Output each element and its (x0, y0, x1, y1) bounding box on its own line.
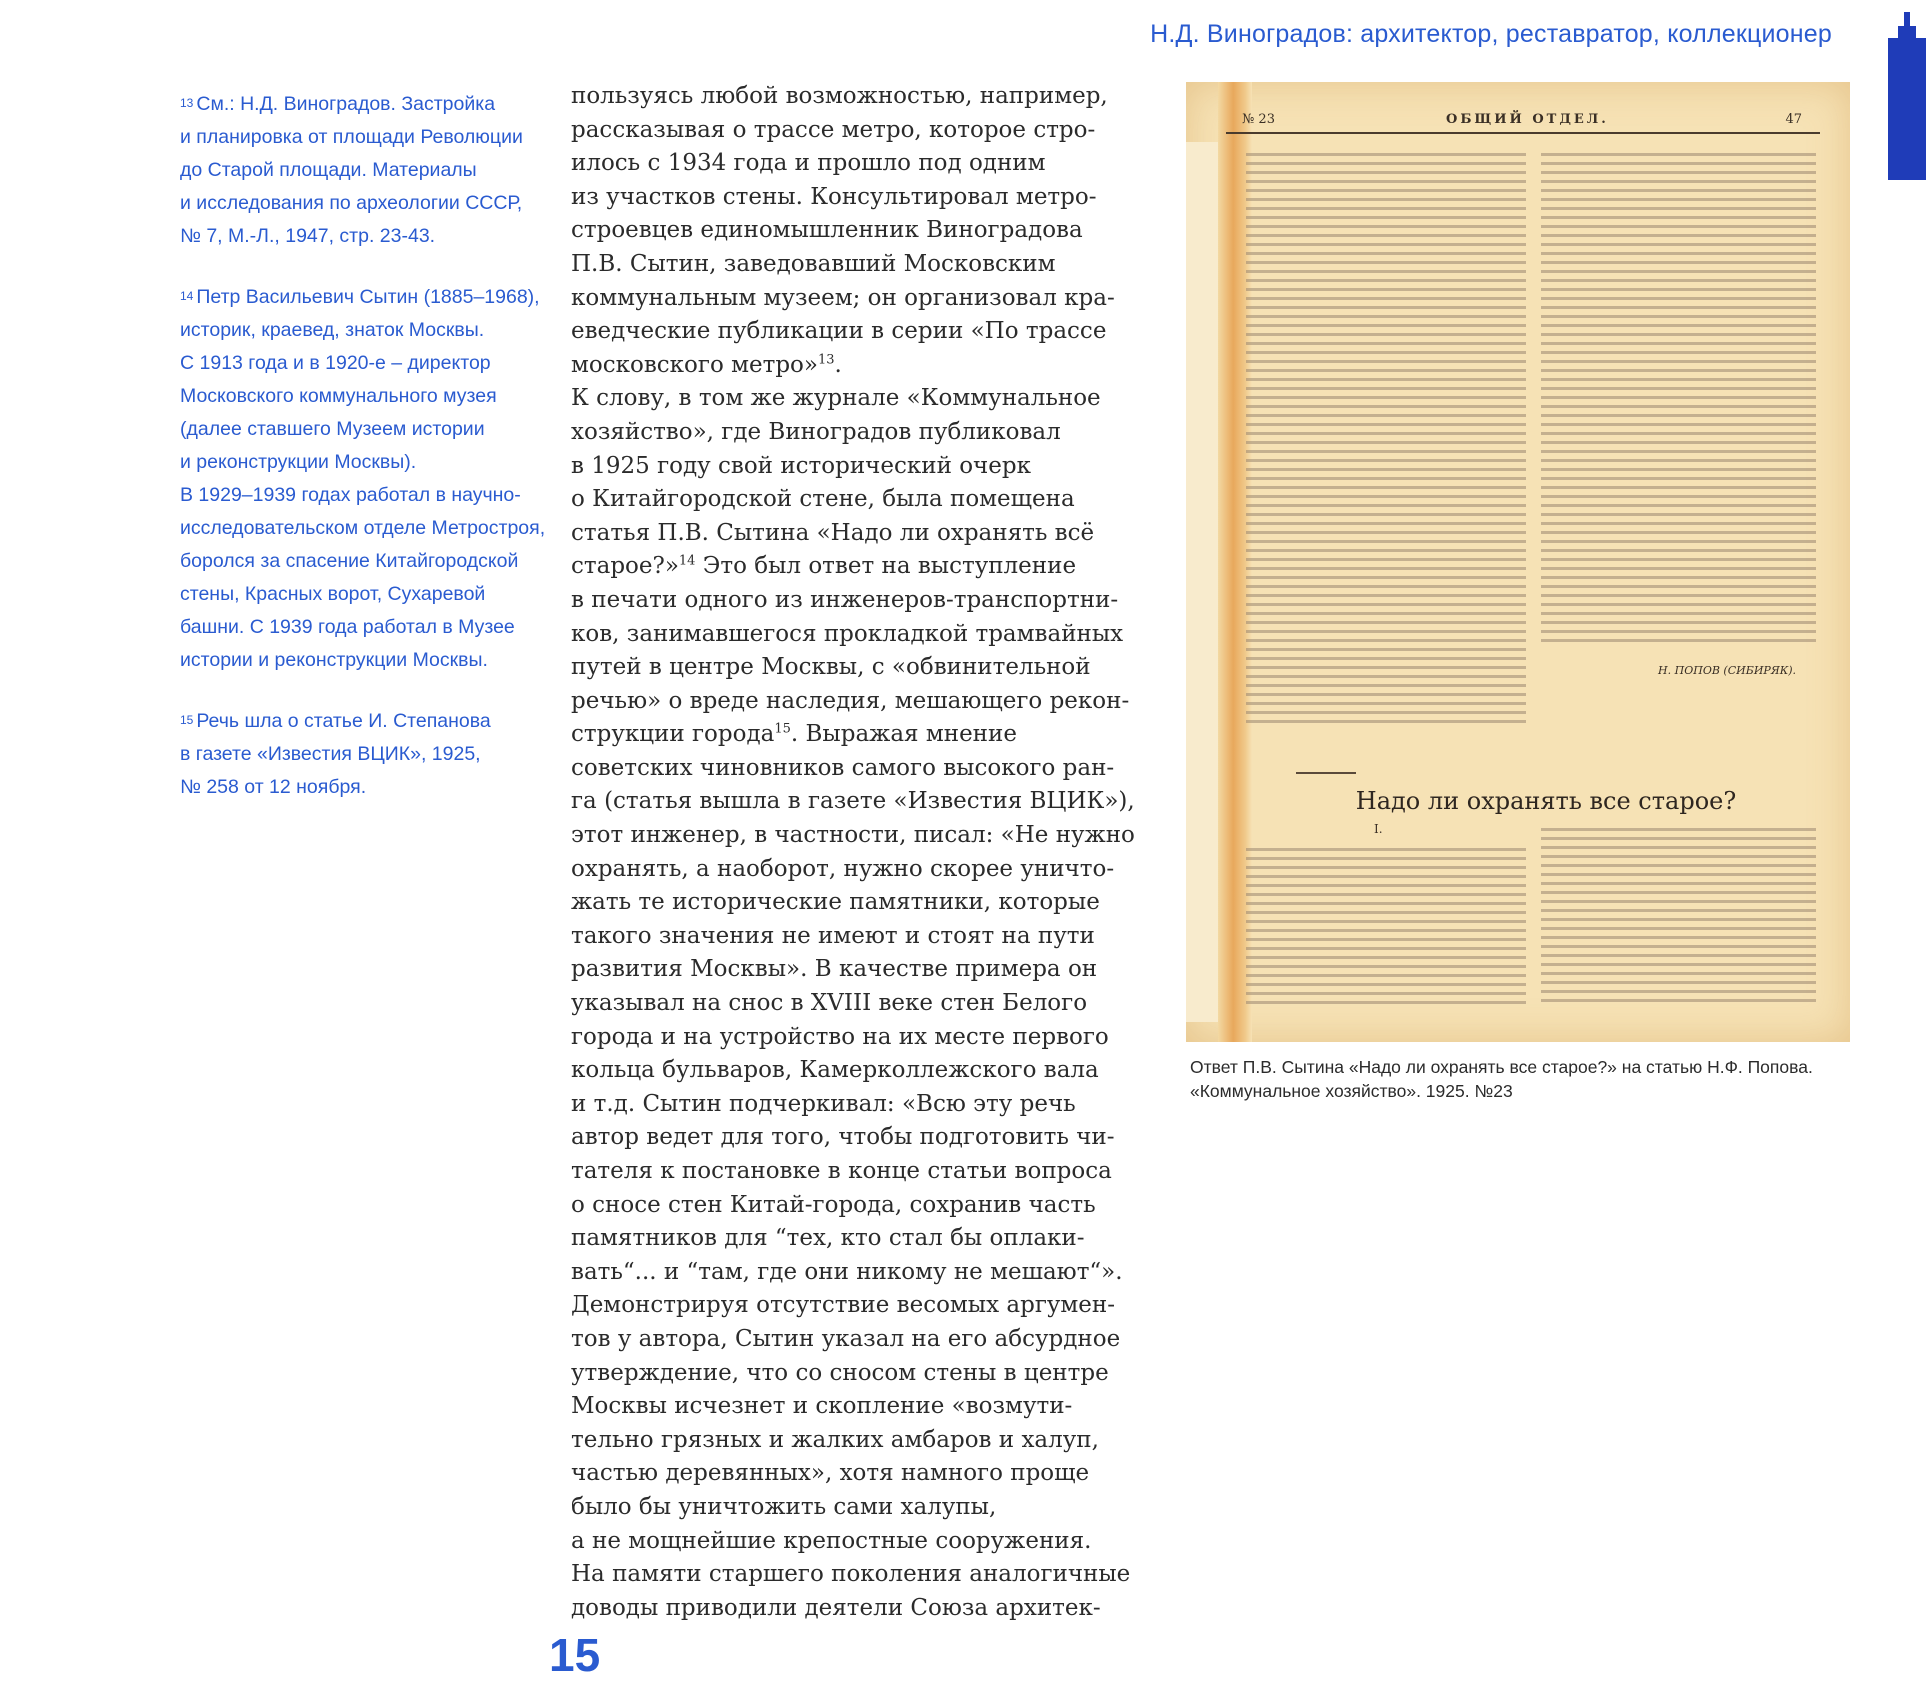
footnote-14 (180, 281, 550, 677)
paragraph-text: . (834, 351, 842, 378)
clipping-page-number: 47 (1785, 112, 1802, 127)
paragraph-2 (571, 382, 1171, 1625)
clipping-part-number: I. (1374, 822, 1383, 836)
clipping-headline: Надо ли охранять все старое? (1355, 787, 1737, 815)
paragraph-text: Это был ответ на выступление в печати одного из инженеров-транспортни- ков, занимавшегося прокладкой трамвайных путей в центре Москвы, с «обвинительной речью» о вреде наследия, мешающего рекон- струкции города (571, 553, 1130, 748)
clipping-text-right-lower (1541, 822, 1816, 1022)
clipping-signature: Н. ПОПОВ (СИБИРЯК). (1658, 664, 1796, 677)
paragraph-text: К слову, в том же журнале «Коммунальное хозяйство», где Виноградов публиковал в 1925 году свой исторический очерк о Китайгородской стене, была помещена статья П.В. Сытина «Надо ли охранять всё старое?» (571, 385, 1101, 580)
main-text-column (571, 80, 1171, 1625)
clipping-header (1226, 112, 1820, 134)
clipping-text-left-upper (1246, 147, 1526, 727)
page-number: 15 (549, 1629, 601, 1681)
paragraph-text: пользуясь любой возможностью, например, рассказывая о трассе метро, которое стро- илось с 1934 года и прошло под одним из участков стены. Консультировал метро- строевцев единомышленник Виноградова П.В. Сытин, заведовавший Московским коммунальным музеем; он организовал кра- еведческие публикации в серии «По трассе московского метро» (571, 83, 1115, 378)
footnote-number: 15 (180, 713, 194, 727)
section-title: ОБЩИЙ ОТДЕЛ. (1446, 112, 1609, 127)
footnote-text: Речь шла о статье И. Степанова в газете «Известия ВЦИК», 1925, № 258 от 12 ноября. (180, 710, 491, 798)
figure-caption: Ответ П.В. Сытина «Надо ли охранять все старое?» на статью Н.Ф. Попова. «Коммунальное хозяйство». 1925. №23 (1190, 1057, 1813, 1101)
footnote-13 (180, 88, 550, 253)
clipping-rule (1296, 772, 1356, 774)
footnote-number: 14 (180, 289, 194, 303)
newspaper-clipping-image (1186, 82, 1850, 1042)
previous-page-edge (1186, 142, 1218, 1022)
footnote-ref-15: 15 (774, 721, 791, 737)
issue-number: № 23 (1242, 112, 1275, 127)
footnote-ref-14: 14 (678, 553, 696, 569)
footnote-number: 13 (180, 96, 194, 110)
clipping-text-right-upper (1541, 147, 1816, 647)
footnote-text: Петр Васильевич Сытин (1885–1968), историк, краевед, знаток Москвы. С 1913 года и в 1920-е – директор Московского коммунального музея (далее ставшего Музеем истории и реконструкции Москвы). В 1929–1939 годах работал в научно- исследовательском отделе Метростроя, боролся за спасение Китайгородской стены, Красных ворот, Сухаревой башни. С 1939 года работал в Музее истории и реконструкции Москвы. (180, 286, 546, 671)
footnotes-column (180, 88, 550, 832)
footnote-ref-13: 13 (817, 352, 835, 368)
running-head: Н.Д. Виноградов: архитектор, реставратор, коллекционер (1150, 20, 1832, 48)
clipping-text-left-lower (1246, 842, 1526, 1022)
footnote-text: См.: Н.Д. Виноградов. Застройка и планировка от площади Революции до Старой площади. Материалы и исследования по археологии СССР, № 7, М.-Л., 1947, стр. 23-43. (180, 93, 523, 247)
footnote-15 (180, 705, 550, 804)
paragraph-1 (571, 80, 1171, 382)
paragraph-text: . Выражая мнение советских чиновников самого высокого ран- га (статья вышла в газете «Известия ВЦИК»), этот инженер, в частности, писал: «Не нужно охранять, а наоборот, нужно скорее уничто- жать те исторические памятники, которые такого значения не имеют и стоят на пути развития Москвы». В качестве примера он указывал на снос в XVIII веке стен Белого города и на устройство на их месте первого кольца бульваров, Камерколлежского вала и т.д. Сытин подчеркивал: «Всю эту речь автор ведет для того, чтобы подготовить чи- тателя к постановке в конце статьи вопроса о сносе стен Китай-города, сохранив часть памятников для “тех, кто стал бы оплаки- вать“... и “там, где они никому не мешают“». Демонстрируя отсутствие весомых аргумен- тов у автора, Сытин указал на его абсурдное утверждение, что со сносом стены в центре Москвы исчезнет и скопление «возмути- тельно грязных и жалких амбаров и халуп, частью деревянных», хотя намного проще было бы уничтожить сами халупы, а не мощнейшие крепостные сооружения. На памяти старшего поколения аналогичные доводы приводили деятели Союза архитек- (571, 721, 1135, 1621)
corner-tab-decoration (1888, 38, 1926, 180)
